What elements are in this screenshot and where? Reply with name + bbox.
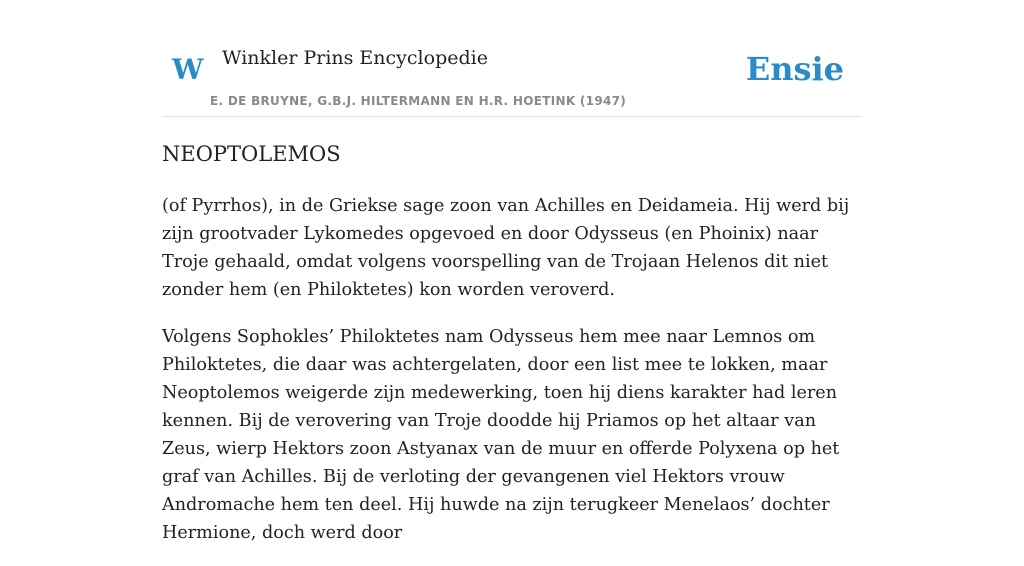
entry-paragraph: Volgens Sophokles’ Philoktetes nam Odysseus hem mee naar Lemnos om Philoktetes, die daar was achtergelaten, door een list mee te lokken, maar Neoptolemos weigerde zijn medewerking, toen hij diens karakter had leren kennen. Bij de verovering van Troje doodde hij Priamos op het altaar van Zeus, wierp Hektors zoon Astyanax van de muur en offerde Polyxena op het graf van Achilles. Bij de verloting der gevangenen viel Hektors vrouw Andromache hem ten deel. Hij huwde na zijn terugkeer Menelaos’ dochter Hermione, doch werd door — [162, 327, 840, 543]
ensie-brand-logo[interactable]: Ensie — [745, 50, 844, 88]
entry-title: NEOPTOLEMOS — [162, 142, 341, 166]
entry-card — [162, 0, 862, 543]
publication-logo[interactable]: W — [172, 53, 204, 86]
publication-authors: E. DE BRUYNE, G.B.J. HILTERMANN EN H.R. HOETINK (1947) — [210, 94, 627, 108]
publication-title[interactable]: Winkler Prins Encyclopedie — [222, 47, 488, 69]
entry-body — [162, 192, 862, 566]
site-header — [162, 0, 862, 117]
entry-paragraph: (of Pyrrhos), in de Griekse sage zoon van Achilles en Deidameia. Hij werd bij zijn grootvader Lykomedes opgevoed en door Odysseus (en Phoinix) naar Troje gehaald, omdat volgens voorspelling van de Trojaan Helenos dit niet zonder hem (en Philoktetes) kon worden veroverd. — [162, 196, 850, 300]
